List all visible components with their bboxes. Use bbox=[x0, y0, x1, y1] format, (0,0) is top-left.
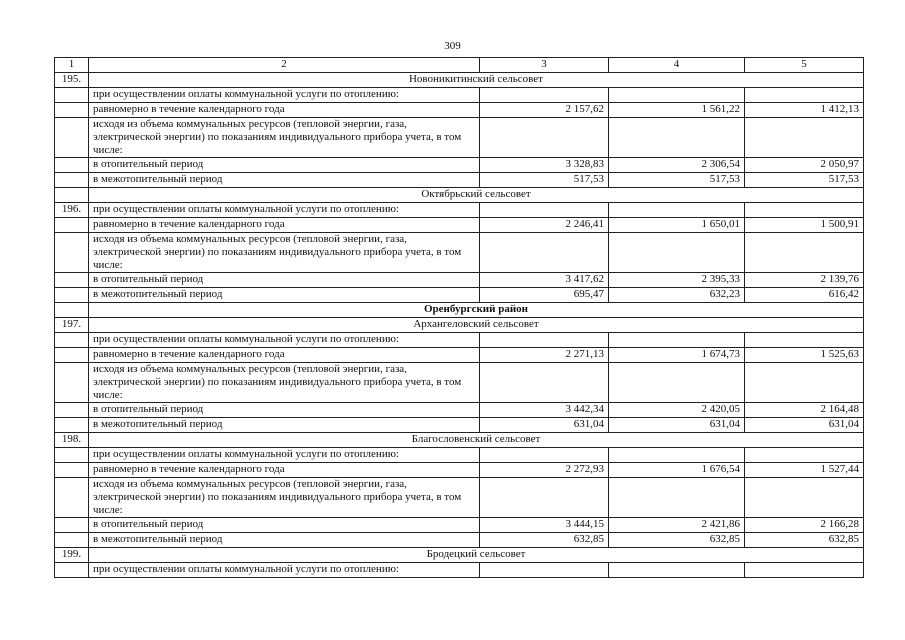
header-col-4: 4 bbox=[609, 58, 745, 73]
intro-row bbox=[55, 563, 864, 578]
heating-row bbox=[55, 158, 864, 173]
meter-row bbox=[55, 118, 864, 158]
header-col-5: 5 bbox=[745, 58, 864, 73]
row-label: в отопительный период bbox=[89, 403, 480, 418]
value-cell: 2 164,48 bbox=[745, 403, 864, 418]
value-cell: 517,53 bbox=[480, 173, 609, 188]
entry-title-row bbox=[55, 433, 864, 448]
entry-title-row bbox=[55, 73, 864, 88]
value-cell: 1 650,01 bbox=[609, 218, 745, 233]
district-row bbox=[55, 303, 864, 318]
value-cell: 631,04 bbox=[609, 418, 745, 433]
heating-row bbox=[55, 273, 864, 288]
row-label: исходя из объема коммунальных ресурсов (тепловой энергии, газа, электрической энергии) по показаниям индивидуального прибора учета, в том числе: bbox=[89, 233, 480, 273]
row-label: равномерно в течение календарного года bbox=[89, 218, 480, 233]
offseason-row bbox=[55, 533, 864, 548]
row-label: при осуществлении оплаты коммунальной услуги по отоплению: bbox=[89, 563, 480, 578]
value-cell: 695,47 bbox=[480, 288, 609, 303]
row-label: в отопительный период bbox=[89, 518, 480, 533]
entry-title-row bbox=[55, 318, 864, 333]
value-cell: 632,85 bbox=[480, 533, 609, 548]
row-label: при осуществлении оплаты коммунальной услуги по отоплению: bbox=[89, 88, 480, 103]
value-cell: 2 271,13 bbox=[480, 348, 609, 363]
settlement-name: Архангеловский сельсовет bbox=[89, 318, 864, 333]
row-label: равномерно в течение календарного года bbox=[89, 103, 480, 118]
header-col-1: 1 bbox=[55, 58, 89, 73]
value-cell: 2 139,76 bbox=[745, 273, 864, 288]
value-cell: 3 442,34 bbox=[480, 403, 609, 418]
value-cell: 2 395,33 bbox=[609, 273, 745, 288]
value-cell: 517,53 bbox=[745, 173, 864, 188]
value-cell: 3 328,83 bbox=[480, 158, 609, 173]
value-cell: 1 525,63 bbox=[745, 348, 864, 363]
district-title: Оренбургский район bbox=[89, 303, 864, 318]
even-row bbox=[55, 218, 864, 233]
row-label: при осуществлении оплаты коммунальной услуги по отоплению: bbox=[89, 203, 480, 218]
entry-number: 196. bbox=[55, 203, 89, 218]
value-cell: 3 444,15 bbox=[480, 518, 609, 533]
value-cell: 1 561,22 bbox=[609, 103, 745, 118]
value-cell: 2 420,05 bbox=[609, 403, 745, 418]
header-row bbox=[55, 58, 864, 73]
meter-row bbox=[55, 233, 864, 273]
entry-title-row bbox=[55, 188, 864, 203]
tariff-table bbox=[54, 57, 864, 578]
even-row bbox=[55, 348, 864, 363]
row-label: в отопительный период bbox=[89, 273, 480, 288]
heating-row bbox=[55, 403, 864, 418]
row-label: при осуществлении оплаты коммунальной услуги по отоплению: bbox=[89, 448, 480, 463]
value-cell: 1 500,91 bbox=[745, 218, 864, 233]
row-label: равномерно в течение календарного года bbox=[89, 348, 480, 363]
entry-number: 198. bbox=[55, 433, 89, 448]
value-cell: 632,85 bbox=[745, 533, 864, 548]
value-cell: 1 412,13 bbox=[745, 103, 864, 118]
intro-row bbox=[55, 448, 864, 463]
header-col-3: 3 bbox=[480, 58, 609, 73]
meter-row bbox=[55, 478, 864, 518]
row-label: в межотопительный период bbox=[89, 173, 480, 188]
value-cell: 2 166,28 bbox=[745, 518, 864, 533]
entry-title-row bbox=[55, 548, 864, 563]
heating-row bbox=[55, 518, 864, 533]
offseason-row bbox=[55, 288, 864, 303]
value-cell: 2 421,86 bbox=[609, 518, 745, 533]
row-label: исходя из объема коммунальных ресурсов (тепловой энергии, газа, электрической энергии) по показаниям индивидуального прибора учета, в том числе: bbox=[89, 478, 480, 518]
entry-number: 195. bbox=[55, 73, 89, 88]
even-row bbox=[55, 103, 864, 118]
value-cell: 631,04 bbox=[745, 418, 864, 433]
row-label: в межотопительный период bbox=[89, 418, 480, 433]
meter-row bbox=[55, 363, 864, 403]
settlement-name: Новоникитинский сельсовет bbox=[89, 73, 864, 88]
intro-row bbox=[55, 88, 864, 103]
entry-number: 197. bbox=[55, 318, 89, 333]
entry-number: 199. bbox=[55, 548, 89, 563]
row-label: в отопительный период bbox=[89, 158, 480, 173]
value-cell: 632,85 bbox=[609, 533, 745, 548]
row-label: исходя из объема коммунальных ресурсов (тепловой энергии, газа, электрической энергии) по показаниям индивидуального прибора учета, в том числе: bbox=[89, 118, 480, 158]
intro-row bbox=[55, 333, 864, 348]
row-label: исходя из объема коммунальных ресурсов (тепловой энергии, газа, электрической энергии) по показаниям индивидуального прибора учета, в том числе: bbox=[89, 363, 480, 403]
page-number: 309 bbox=[444, 40, 461, 52]
value-cell: 517,53 bbox=[609, 173, 745, 188]
offseason-row bbox=[55, 173, 864, 188]
row-label: в межотопительный период bbox=[89, 533, 480, 548]
settlement-name: Октябрьский сельсовет bbox=[89, 188, 864, 203]
value-cell: 1 676,54 bbox=[609, 463, 745, 478]
intro-row bbox=[55, 203, 864, 218]
value-cell: 1 674,73 bbox=[609, 348, 745, 363]
header-col-2: 2 bbox=[89, 58, 480, 73]
value-cell: 2 306,54 bbox=[609, 158, 745, 173]
settlement-name: Благословенский сельсовет bbox=[89, 433, 864, 448]
row-label: в межотопительный период bbox=[89, 288, 480, 303]
even-row bbox=[55, 463, 864, 478]
settlement-name: Бродецкий сельсовет bbox=[89, 548, 864, 563]
value-cell: 2 050,97 bbox=[745, 158, 864, 173]
value-cell: 2 157,62 bbox=[480, 103, 609, 118]
value-cell: 1 527,44 bbox=[745, 463, 864, 478]
value-cell: 2 246,41 bbox=[480, 218, 609, 233]
value-cell: 3 417,62 bbox=[480, 273, 609, 288]
value-cell: 616,42 bbox=[745, 288, 864, 303]
row-label: при осуществлении оплаты коммунальной услуги по отоплению: bbox=[89, 333, 480, 348]
value-cell: 631,04 bbox=[480, 418, 609, 433]
row-label: равномерно в течение календарного года bbox=[89, 463, 480, 478]
offseason-row bbox=[55, 418, 864, 433]
value-cell: 2 272,93 bbox=[480, 463, 609, 478]
value-cell: 632,23 bbox=[609, 288, 745, 303]
